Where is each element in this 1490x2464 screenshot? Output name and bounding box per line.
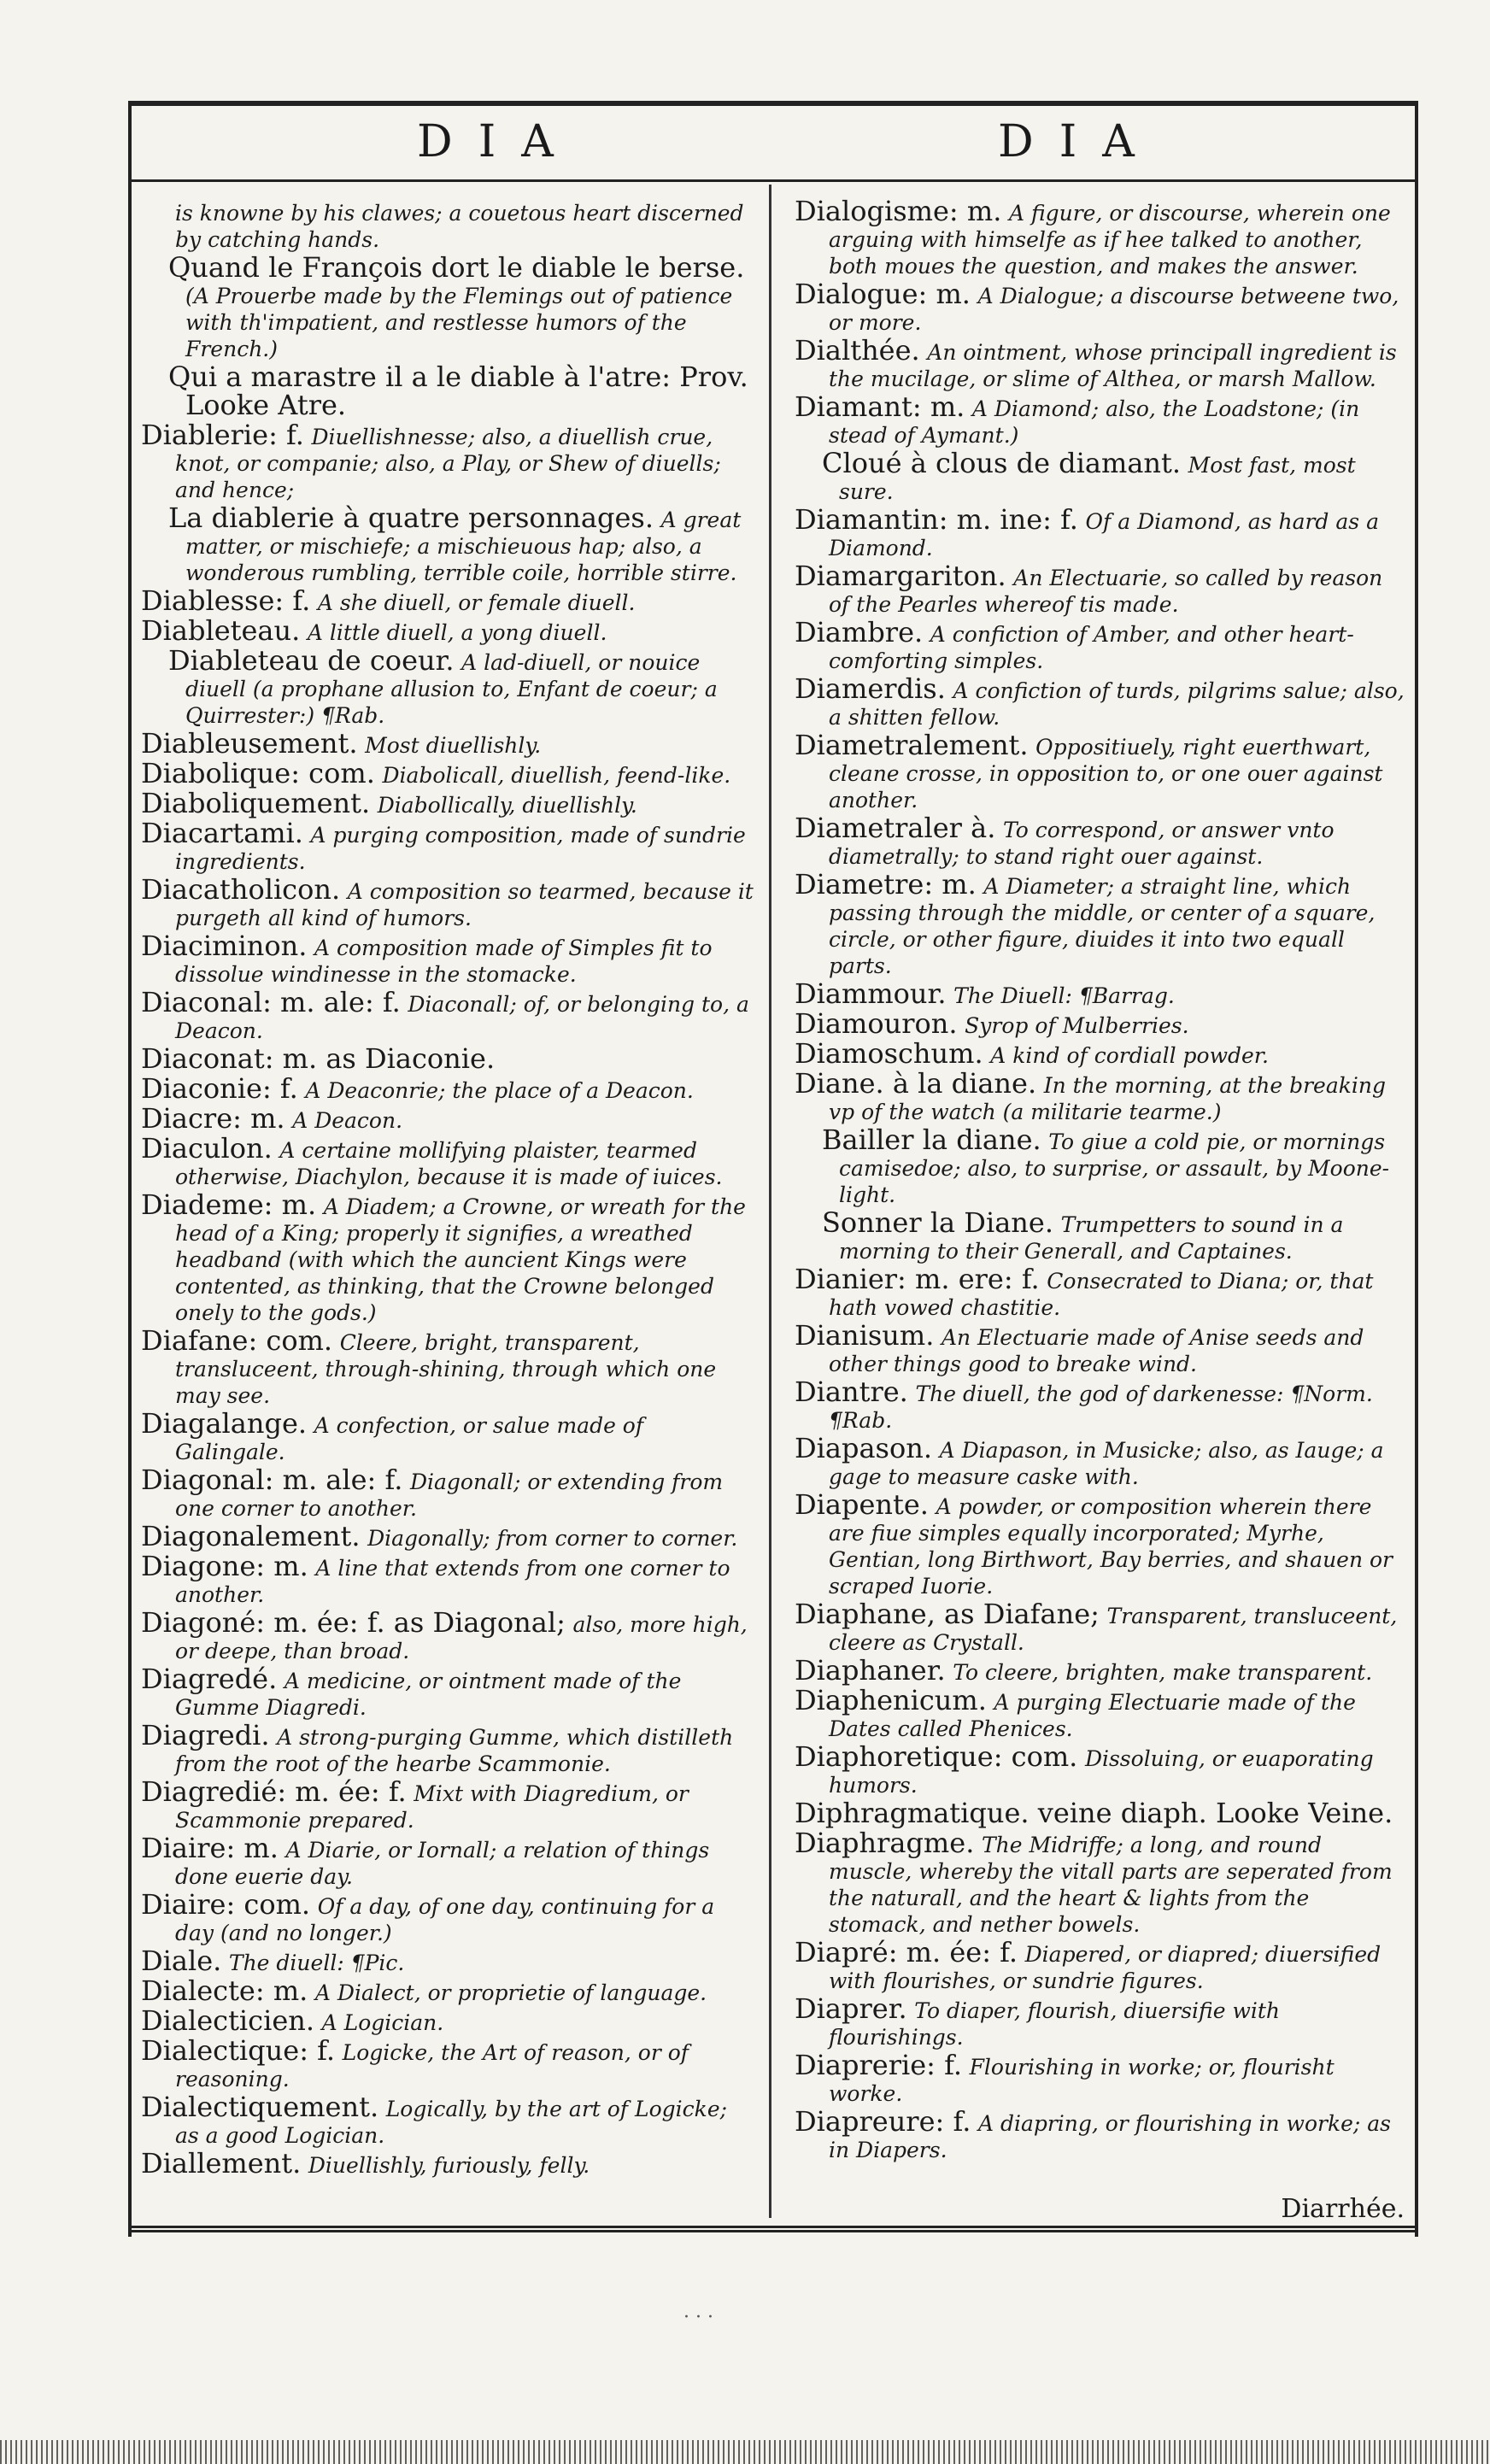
dictionary-entry: [141, 1132, 756, 1190]
dictionary-entry: [141, 757, 756, 789]
entry-gloss: The diuell, the god of darkenesse: ¶Norm. ¶Rab.: [829, 1382, 1373, 1433]
dictionary-entry: [141, 361, 756, 421]
dictionary-entry: [795, 812, 1410, 870]
entry-gloss: A confiction of Amber, and other heart-comforting simples.: [829, 622, 1354, 673]
entry-gloss: also, more high, or deepe, than broad.: [175, 1612, 748, 1663]
entry-gloss: Oppositiuely, right euerthwart, cleane crosse, in opposition to, or one ouer against another.: [829, 735, 1383, 813]
entry-headword: Diaculon.: [141, 1132, 273, 1165]
dictionary-entry: [795, 1827, 1410, 1938]
dictionary-entry: [795, 447, 1410, 505]
entry-headword: Diaire: com.: [141, 1888, 311, 1921]
dictionary-entry: [141, 1188, 756, 1326]
dictionary-entry: [795, 278, 1410, 336]
entry-gloss: Most diuellishly.: [365, 733, 542, 758]
entry-headword: Diacartami.: [141, 817, 303, 849]
dictionary-entry: [141, 1324, 756, 1409]
entry-gloss: A she diuell, or female diuell.: [317, 590, 636, 615]
entry-headword: Diableteau.: [141, 614, 301, 647]
dictionary-entry: [141, 1407, 756, 1465]
entry-gloss: A little diuell, a yong diuell.: [307, 620, 607, 645]
entry-gloss: A Diamond; also, the Loadstone; (in stead of Aymant.): [829, 396, 1360, 448]
dictionary-entry: [795, 1936, 1410, 1994]
entry-gloss: Transparent, transluceent, cleere as Crystall.: [829, 1604, 1398, 1655]
catchword: Diarrhée.: [1281, 2194, 1405, 2224]
dictionary-entry: [141, 873, 756, 931]
dictionary-entry: [795, 1684, 1410, 1742]
entry-headword: Diamargariton.: [795, 560, 1006, 592]
entry-headword: Diablerie: f.: [141, 419, 304, 451]
entry-gloss: Diabollically, diuellishly.: [377, 793, 637, 818]
entry-headword: Dianisum.: [795, 1319, 935, 1352]
entry-headword: Diademe: m.: [141, 1188, 317, 1221]
entry-gloss: Diabolicall, diuellish, feend-like.: [382, 763, 731, 788]
entry-gloss: Of a Diamond, as hard as a Diamond.: [829, 509, 1379, 560]
dictionary-entry: [795, 616, 1410, 674]
entry-headword: Diaphenicum.: [795, 1684, 987, 1716]
entry-headword: Diagoné: m. ée: f. as Diagonal;: [141, 1606, 566, 1639]
entry-gloss: Diagonally; from corner to corner.: [367, 1526, 738, 1551]
entry-headword: Diabolique: com.: [141, 757, 375, 789]
dictionary-entry: [141, 584, 756, 617]
entry-headword: Diaphaner.: [795, 1654, 946, 1687]
entry-gloss: In the morning, at the breaking vp of the watch (a militarie tearme.): [829, 1073, 1387, 1124]
entry-headword: Diagonal: m. ale: f.: [141, 1464, 403, 1496]
dictionary-entry: [795, 1488, 1410, 1599]
entry-headword: Diaconie: f.: [141, 1072, 298, 1105]
entry-gloss: To diaper, flourish, diuersifie with flourishings.: [829, 1998, 1280, 2050]
dictionary-entry: [141, 2091, 756, 2149]
dictionary-entry: [795, 1319, 1410, 1377]
entry-gloss: The Diuell: ¶Barrag.: [953, 983, 1175, 1008]
entry-gloss: A Deacon.: [292, 1108, 403, 1133]
entry-gloss: Cleere, bright, transparent, transluceent, through-shining, through which one may see.: [175, 1330, 717, 1408]
entry-gloss: A figure, or discourse, wherein one arguing with himselfe as if hee talked to another, both moues the question, and makes the answer.: [829, 201, 1391, 279]
entry-gloss: Trumpetters to sound in a morning to their Generall, and Captaines.: [839, 1212, 1344, 1264]
left-column: [141, 198, 756, 2180]
dictionary-entry: [141, 930, 756, 988]
entry-gloss: Flourishing in worke; or, flourisht worke.: [829, 2055, 1335, 2106]
entry-gloss: The diuell: ¶Pic.: [228, 1951, 405, 1975]
running-head-left: DIA: [417, 116, 579, 167]
entry-headword: Diagredi.: [141, 1719, 270, 1751]
entry-gloss: A lad-diuell, or nouice diuell (a prophane allusion to, Enfant de coeur; a Quirrester:) ¶Rab.: [185, 650, 718, 728]
dictionary-entry: [795, 2105, 1410, 2163]
dictionary-entry: [141, 787, 756, 819]
entry-gloss: Syrop of Mulberries.: [965, 1013, 1189, 1038]
dictionary-entry: [141, 1520, 756, 1552]
entry-headword: Diagredié: m. ée: f.: [141, 1775, 407, 1808]
dictionary-entry: [141, 817, 756, 875]
entry-gloss: A Diapason, in Musicke; also, as Iauge; a gage to measure caske with.: [829, 1438, 1384, 1489]
entry-headword: Diametre: m.: [795, 868, 977, 901]
entry-gloss: A composition made of Simples fit to dissolue windinesse in the stomacke.: [175, 936, 713, 987]
entry-gloss: A purging Electuarie made of the Dates called Phenices.: [829, 1690, 1356, 1741]
dictionary-entry: [141, 1464, 756, 1522]
entry-gloss: Most fast, most sure.: [839, 453, 1356, 504]
dictionary-entry: [141, 1102, 756, 1135]
dictionary-entry: [141, 502, 756, 586]
entry-headword: Diablesse: f.: [141, 584, 311, 617]
entry-headword: Cloué à clous de diamant.: [822, 447, 1182, 479]
entry-gloss: A certaine mollifying plaister, tearmed otherwise, Diachylon, because it is made of iuices.: [175, 1138, 723, 1189]
entry-gloss: Diuellishnesse; also, a diuellish crue, knot, or companie; also, a Play, or Shew of diuells; and hence;: [175, 425, 721, 502]
entry-headword: Diacre: m.: [141, 1102, 285, 1135]
dictionary-entry: [795, 1037, 1410, 1070]
dictionary-entry: [141, 1775, 756, 1833]
dictionary-entry: [141, 1042, 756, 1075]
dictionary-entry: [795, 868, 1410, 979]
dictionary-entry: [141, 2004, 756, 2037]
scan-marks: · · ·: [683, 2307, 713, 2328]
entry-gloss: Logically, by the art of Logicke; as a good Logician.: [175, 2097, 728, 2148]
entry-headword: Dialecte: m.: [141, 1974, 308, 2007]
dictionary-entry: [795, 334, 1410, 392]
entry-headword: Dialthée.: [795, 334, 920, 367]
entry-gloss: Mixt with Diagredium, or Scammonie prepared.: [175, 1781, 689, 1833]
entry-headword: Diaciminon.: [141, 930, 308, 962]
entry-headword: Bailler la diane.: [822, 1123, 1041, 1156]
entry-gloss: A confection, or salue made of Galingale.: [175, 1413, 644, 1464]
entry-headword: Dialectique: f.: [141, 2034, 336, 2067]
dictionary-entry: [795, 977, 1410, 1010]
dictionary-entry: [795, 1007, 1410, 1040]
entry-headword: Diambre.: [795, 616, 924, 648]
dictionary-entry: [141, 419, 756, 503]
dictionary-entry: [795, 1206, 1410, 1264]
entry-headword: Diafane: com.: [141, 1324, 333, 1357]
dictionary-entry: [141, 198, 756, 253]
entry-headword: Dialecticien.: [141, 2004, 315, 2037]
dictionary-entry: [141, 2034, 756, 2092]
running-head-right: DIA: [998, 116, 1160, 167]
entry-headword: Diane. à la diane.: [795, 1067, 1037, 1100]
entry-gloss: Of a day, of one day, continuing for a day (and no longer.): [175, 1894, 715, 1945]
scan-edge: [0, 2440, 1490, 2464]
entry-gloss: A medicine, or ointment made of the Gumme Diagredi.: [175, 1669, 682, 1720]
entry-gloss: To cleere, brighten, make transparent.: [953, 1660, 1373, 1685]
entry-headword: Diaconat: m. as Diaconie.: [141, 1042, 496, 1075]
entry-gloss: A kind of cordiall powder.: [990, 1043, 1269, 1068]
entry-headword: Diapente.: [795, 1488, 929, 1521]
entry-headword: Dialogue: m.: [795, 278, 971, 310]
entry-gloss: A line that extends from one corner to another.: [175, 1556, 730, 1607]
entry-headword: Diagonalement.: [141, 1520, 361, 1552]
bottom-rule: [128, 2226, 1418, 2232]
entry-gloss: Consecrated to Diana; or, that hath vowed chastitie.: [829, 1269, 1374, 1320]
entry-gloss: To giue a cold pie, or mornings camisedoe; also, to surprise, or assault, by Moone-light.: [839, 1129, 1390, 1207]
entry-gloss: A composition so tearmed, because it purgeth all kind of humors.: [175, 879, 754, 930]
entry-headword: Dialectiquement.: [141, 2091, 379, 2123]
entry-headword: Diantre.: [795, 1376, 908, 1408]
dictionary-entry: [795, 1067, 1410, 1125]
dictionary-entry: [795, 1654, 1410, 1687]
entry-headword: Diaprer.: [795, 1992, 907, 2025]
dictionary-entry: [795, 1992, 1410, 2050]
entry-headword: Qui a marastre il a le diable à l'atre: Prov. Looke Atre.: [168, 361, 748, 421]
dictionary-entry: [795, 560, 1410, 618]
dictionary-entry: [141, 1606, 756, 1664]
dictionary-entry: [141, 727, 756, 760]
entry-headword: Diamant: m.: [795, 390, 965, 423]
entry-headword: Diaphoretique: com.: [795, 1740, 1078, 1773]
dictionary-entry: [795, 1263, 1410, 1321]
entry-gloss: A Diarie, or Iornall; a relation of things done euerie day.: [175, 1838, 710, 1889]
dictionary-entry: [141, 614, 756, 647]
entry-headword: Sonner la Diane.: [822, 1206, 1053, 1239]
entry-headword: Diapré: m. ée: f.: [795, 1936, 1018, 1968]
dictionary-entry: [141, 1663, 756, 1721]
entry-gloss: A Diadem; a Crowne, or wreath for the head of a King; properly it signifies, a wreathed headband (with which the auncient Kings were contented, as thinking, that the Crowne belonged onely to the gods.): [175, 1194, 746, 1325]
entry-headword: Diamouron.: [795, 1007, 958, 1040]
dictionary-entry: [141, 251, 756, 362]
entry-gloss: (A Prouerbe made by the Flemings out of patience with th'impatient, and restlesse humors of the French.): [185, 284, 733, 361]
dictionary-entry: [141, 1974, 756, 2007]
entry-gloss: Diagonall; or extending from one corner to another.: [175, 1470, 724, 1521]
entry-headword: Diapason.: [795, 1432, 932, 1464]
entry-headword: Diamoschum.: [795, 1037, 983, 1070]
dictionary-entry: [141, 2147, 756, 2179]
entry-headword: Diableusement.: [141, 727, 358, 760]
entry-gloss: A Deaconrie; the place of a Deacon.: [305, 1078, 694, 1103]
entry-gloss: To correspond, or answer vnto diametrally; to stand right ouer against.: [829, 818, 1335, 869]
entry-headword: Diableteau de coeur.: [168, 644, 455, 677]
dictionary-entry: [141, 1072, 756, 1105]
entry-gloss: A diapring, or flourishing in worke; as in Diapers.: [829, 2111, 1391, 2162]
entry-gloss: A Logician.: [321, 2010, 444, 2035]
dictionary-entry: [795, 1598, 1410, 1656]
entry-headword: Quand le François dort le diable le berse.: [168, 251, 745, 284]
dictionary-entry: [141, 1719, 756, 1777]
entry-headword: Diapreure: f.: [795, 2105, 971, 2138]
entry-headword: Diametralement.: [795, 729, 1029, 761]
dictionary-entry: [141, 644, 756, 729]
entry-headword: Diallement.: [141, 2147, 302, 2179]
entry-headword: Diamantin: m. ine: f.: [795, 503, 1078, 536]
entry-headword: Diaconal: m. ale: f.: [141, 986, 401, 1018]
dictionary-entry: [795, 1376, 1410, 1434]
dictionary-entry: [141, 1832, 756, 1890]
entry-gloss: A Dialect, or proprietie of language.: [314, 1980, 707, 2005]
column-divider: [769, 185, 771, 2218]
dictionary-entry: [795, 1740, 1410, 1798]
entry-headword: Diacatholicon.: [141, 873, 341, 906]
entry-gloss: The Midriffe; a long, and round muscle, whereby the vitall parts are seperated from the naturall, and the heart & lights from the stomack, and nether bowels.: [829, 1833, 1393, 1937]
entry-gloss: Diuellishly, furiously, felly.: [308, 2153, 590, 2178]
entry-headword: Dialogisme: m.: [795, 195, 1002, 227]
dictionary-entry: [795, 2049, 1410, 2107]
entry-headword: Diaphane, as Diafane;: [795, 1598, 1100, 1630]
dictionary-entry: [141, 1888, 756, 1946]
entry-headword: Diametraler à.: [795, 812, 996, 844]
entry-gloss: Logicke, the Art of reason, or of reasoning.: [175, 2040, 689, 2091]
right-column: [795, 195, 1410, 2165]
entry-headword: La diablerie à quatre personnages.: [168, 502, 654, 534]
dictionary-entry: [795, 195, 1410, 279]
entry-headword: Diale.: [141, 1945, 222, 1977]
dictionary-entry: [795, 1123, 1410, 1208]
entry-headword: Diagalange.: [141, 1407, 308, 1440]
entry-gloss: A Dialogue; a discourse betweene two, or more.: [829, 284, 1399, 335]
dictionary-entry: [141, 986, 756, 1044]
entry-headword: Diphragmatique. veine diaph. Looke Veine.: [795, 1797, 1393, 1829]
entry-gloss: Diapered, or diapred; diuersified with flourishes, or sundrie figures.: [829, 1942, 1381, 1993]
entry-gloss: An ointment, whose principall ingredient is the mucilage, or slime of Althea, or marsh Mallow.: [829, 340, 1397, 391]
entry-headword: Diaire: m.: [141, 1832, 279, 1864]
dictionary-entry: [795, 1432, 1410, 1490]
entry-headword: Dianier: m. ere: f.: [795, 1263, 1040, 1295]
entry-gloss: is knowne by his clawes; a couetous heart discerned by catching hands.: [175, 201, 744, 252]
entry-gloss: A strong-purging Gumme, which distilleth from the root of the hearbe Scammonie.: [175, 1725, 734, 1776]
entry-headword: Diaprerie: f.: [795, 2049, 962, 2081]
entry-headword: Diagone: m.: [141, 1550, 308, 1582]
entry-gloss: Dissoluing, or euaporating humors.: [829, 1746, 1374, 1798]
entry-gloss: A powder, or composition wherein there are fiue simples equally incorporated; Myrhe, Gentian, long Birthwort, Bay berries, and shauen or scraped Iuorie.: [829, 1494, 1393, 1599]
dictionary-entry: [795, 503, 1410, 561]
entry-gloss: A confiction of turds, pilgrims salue; also, a shitten fellow.: [829, 678, 1405, 730]
entry-gloss: A Diameter; a straight line, which passing through the middle, or center of a square, circle, or other figure, diuides it into two equall parts.: [829, 874, 1376, 978]
entry-headword: Diaboliquement.: [141, 787, 371, 819]
entry-gloss: An Electuarie made of Anise seeds and other things good to breake wind.: [829, 1325, 1364, 1376]
dictionary-entry: [141, 1550, 756, 1608]
entry-headword: Diaphragme.: [795, 1827, 975, 1859]
entry-headword: Diagredé.: [141, 1663, 278, 1695]
entry-gloss: Diaconall; of, or belonging to, a Deacon.: [175, 992, 749, 1043]
entry-gloss: A great matter, or mischiefe; a mischieuous hap; also, a wonderous rumbling, terrible coile, horrible stirre.: [185, 507, 742, 585]
entry-headword: Diammour.: [795, 977, 947, 1010]
entry-gloss: An Electuarie, so called by reason of the Pearles whereof tis made.: [829, 566, 1383, 617]
dictionary-entry: [795, 1797, 1410, 1829]
dictionary-entry: [795, 672, 1410, 730]
entry-gloss: A purging composition, made of sundrie ingredients.: [175, 823, 746, 874]
dictionary-entry: [141, 1945, 756, 1977]
dictionary-entry: [795, 729, 1410, 813]
heading-rule: [128, 179, 1418, 182]
entry-headword: Diamerdis.: [795, 672, 946, 705]
dictionary-entry: [795, 390, 1410, 449]
